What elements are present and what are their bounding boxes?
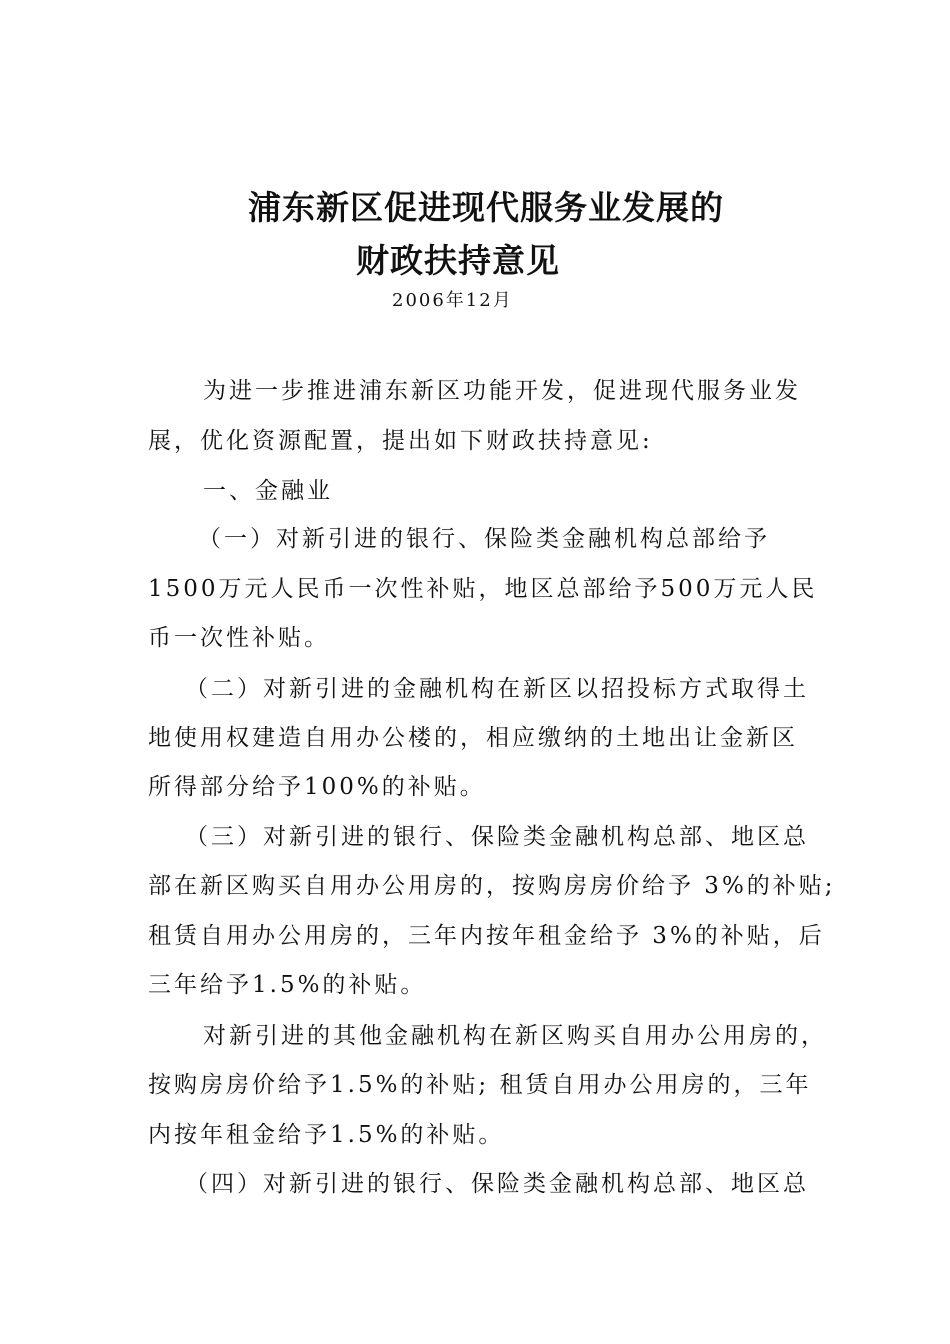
body-line: 按购房房价给予1.5%的补贴; 租赁自用办公用房的，三年	[148, 1072, 812, 1098]
body-line: 内按年租金给予1.5%的补贴。	[148, 1122, 505, 1148]
body-line: 地使用权建造自用办公楼的，相应缴纳的土地出让金新区	[148, 725, 798, 751]
body-line: （四）对新引进的银行、保险类金融机构总部、地区总	[185, 1171, 809, 1197]
body-line: 1500万元人民币一次性补贴，地区总部给予500万元人民	[148, 576, 818, 602]
section-heading: 一、金融业	[203, 478, 333, 504]
document-date: 2006年12月	[392, 290, 513, 311]
document-title-line1: 浦东新区促进现代服务业发展的	[248, 188, 724, 227]
body-line: （二）对新引进的金融机构在新区以招投标方式取得土	[185, 676, 809, 702]
body-line: 所得部分给予100%的补贴。	[148, 774, 486, 800]
body-line: 展，优化资源配置，提出如下财政扶持意见:	[148, 428, 653, 454]
body-line: 部在新区购买自用办公用房的，按购房房价给予 3%的补贴;	[148, 873, 836, 899]
document-title-line2: 财政扶持意见	[356, 241, 560, 280]
body-line: （一）对新引进的银行、保险类金融机构总部给予	[198, 526, 770, 552]
body-line: 对新引进的其他金融机构在新区购买自用办公用房的，	[203, 1023, 827, 1049]
body-line: 三年给予1.5%的补贴。	[148, 972, 427, 998]
body-line: （三）对新引进的银行、保险类金融机构总部、地区总	[185, 824, 809, 850]
body-line: 为进一步推进浦东新区功能开发，促进现代服务业发	[203, 378, 801, 404]
body-line: 租赁自用办公用房的，三年内按年租金给予 3%的补贴，后	[148, 923, 825, 949]
body-line: 币一次性补贴。	[148, 625, 330, 651]
